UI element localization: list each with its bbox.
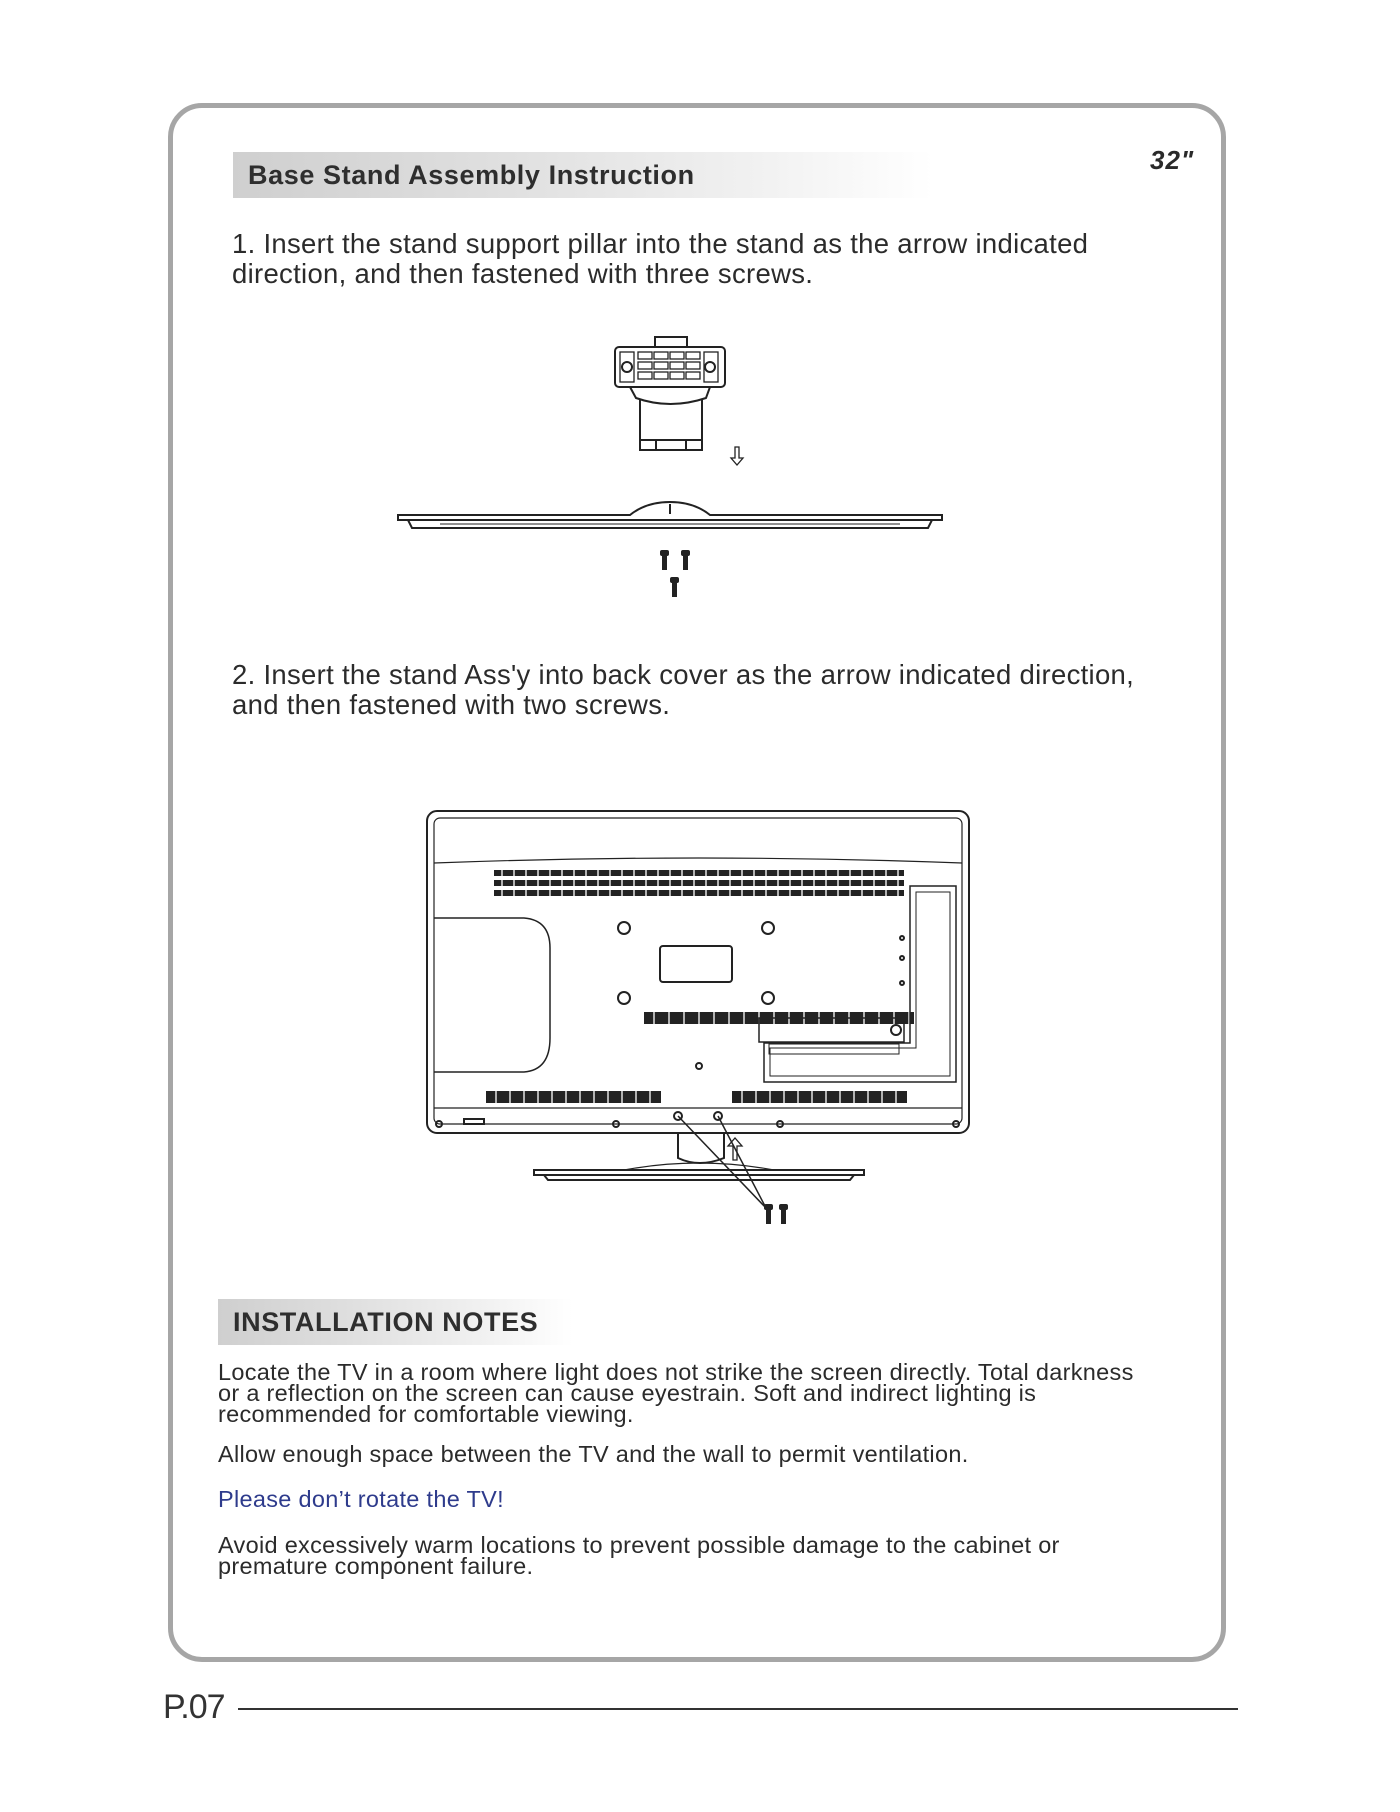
step-1-line-2: direction, and then fastened with three screws. — [232, 258, 814, 289]
step-2-text — [232, 660, 1212, 720]
note-heat-line-1: Avoid excessively warm locations to prevent possible damage to the cabinet or — [218, 1532, 1060, 1558]
note-heat — [218, 1532, 1218, 1579]
stand-assembly-figure — [390, 330, 950, 610]
installation-notes-heading-bar — [218, 1299, 573, 1345]
footer-rule — [238, 1708, 1238, 1710]
assembly-heading: Base Stand Assembly Instruction — [248, 159, 695, 190]
step-1-text — [232, 229, 1192, 289]
page-number: P.07 — [163, 1688, 225, 1726]
tv-back-figure — [424, 808, 974, 1228]
note-ventilation: Allow enough space between the TV and the wall to permit ventilation. — [218, 1441, 969, 1467]
step-1-line-1: 1. Insert the stand support pillar into the stand as the arrow indicated — [232, 228, 1089, 259]
screen-size-label: 32" — [1150, 145, 1195, 175]
note-lighting — [218, 1359, 1218, 1427]
note-lighting-line-3: recommended for comfortable viewing. — [218, 1401, 634, 1427]
installation-notes-heading: INSTALLATION NOTES — [233, 1306, 539, 1337]
note-lighting-line-1: Locate the TV in a room where light does not strike the screen directly. Total darkness — [218, 1359, 1134, 1385]
step-2-line-2: and then fastened with two screws. — [232, 689, 671, 720]
note-rotation-warning: Please don’t rotate the TV! — [218, 1486, 504, 1512]
assembly-heading-bar — [233, 152, 933, 198]
step-2-line-1: 2. Insert the stand Ass'y into back cover as the arrow indicated direction, — [232, 659, 1135, 690]
note-heat-line-2: premature component failure. — [218, 1553, 534, 1579]
note-lighting-line-2: or a reflection on the screen can cause eyestrain. Soft and indirect lighting is — [218, 1380, 1037, 1406]
